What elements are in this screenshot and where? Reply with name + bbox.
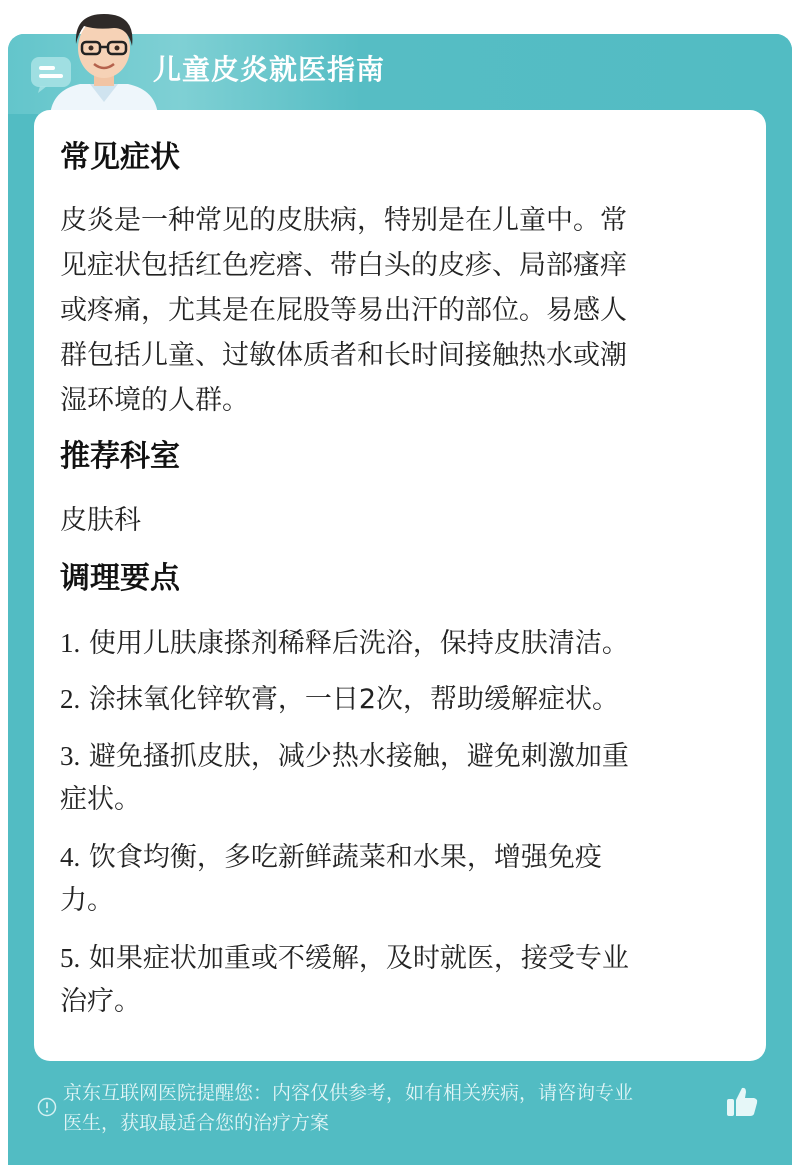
doctor-avatar-icon: [44, 4, 164, 116]
tip-text: 避免搔抓皮肤，减少热水接触，避免刺激加重: [88, 741, 629, 772]
tip-text: 如果症状加重或不缓解，及时就医，接受专业: [88, 943, 629, 974]
footer-line: 医生，获取最适合您的治疗方案: [63, 1112, 330, 1134]
department-value: 皮肤科: [60, 505, 141, 536]
footer-line: 京东互联网医院提醒您：内容仅供参考，如有相关疾病，请咨询专业: [63, 1082, 634, 1104]
care-tip-1: [60, 622, 730, 665]
tip-text-cont: 力。: [60, 885, 114, 916]
symptoms-line: 见症状包括红色疙瘩、带白头的皮疹、局部瘙痒: [60, 250, 627, 281]
symptoms-paragraph: [60, 198, 730, 423]
symptoms-line: 皮炎是一种常见的皮肤病，特别是在儿童中。常: [60, 205, 627, 236]
symptoms-line: 或疼痛，尤其是在屁股等易出汗的部位。易感人: [60, 295, 627, 326]
symptoms-line: 群包括儿童、过敏体质者和长时间接触热水或潮: [60, 340, 627, 371]
footer-disclaimer: [63, 1078, 728, 1138]
care-tip-4: [60, 836, 730, 922]
tip-text: 饮食均衡，多吃新鲜蔬菜和水果，增强免疫: [88, 842, 602, 873]
care-tip-3: [60, 735, 730, 821]
tip-number: 1.: [60, 628, 81, 658]
care-tip-2: [60, 678, 730, 721]
tip-text-cont: 症状。: [60, 784, 141, 815]
tip-number: 3.: [60, 741, 81, 771]
symptoms-heading: 常见症状: [60, 140, 180, 175]
tip-number: 2.: [60, 684, 81, 714]
care-heading: 调理要点: [60, 561, 180, 596]
tip-number: 5.: [60, 943, 81, 973]
tip-text: 涂抹氧化锌软膏，一日2次，帮助缓解症状。: [88, 684, 620, 715]
info-icon: [37, 1097, 57, 1117]
tip-text-cont: 治疗。: [60, 986, 141, 1017]
care-tip-5: [60, 937, 730, 1023]
thumbs-up-icon[interactable]: [724, 1084, 760, 1120]
tip-text: 使用儿肤康搽剂稀释后洗浴，保持皮肤清洁。: [88, 628, 629, 659]
page-title: 儿童皮炎就医指南: [153, 53, 386, 86]
department-heading: 推荐科室: [60, 439, 180, 474]
symptoms-line: 湿环境的人群。: [60, 385, 249, 416]
tip-number: 4.: [60, 842, 81, 872]
